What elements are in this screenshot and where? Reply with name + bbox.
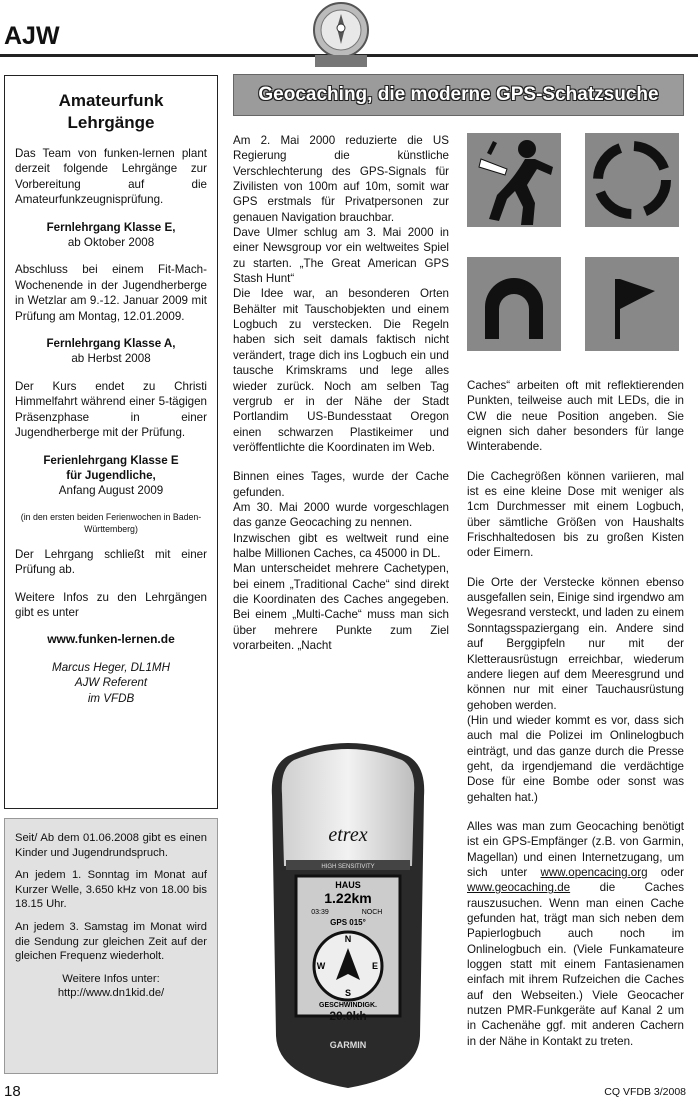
page-number: 18 bbox=[4, 1083, 21, 1100]
article-paragraph: Am 2. Mai 2000 reduzierte die US Regierung die künstliche Verschlechterung des GPS-Signals für Zivilisten von 100m auf 10m, somit war GPS erstmals für Privatpersonen zur genauen Navigation brauchbar. bbox=[233, 134, 449, 224]
broadcast-schedule-1: An jedem 1. Sonntag im Monat auf Kurzer Welle, 3.650 kHz von 18.00 bis 18.15 Uhr. bbox=[15, 869, 207, 911]
compass-s: S bbox=[344, 988, 352, 998]
compass-n: N bbox=[344, 934, 352, 944]
screen-title: HAUS bbox=[335, 880, 361, 890]
course1-date: ab Oktober 2008 bbox=[67, 236, 155, 250]
screen-time: 03:39 bbox=[311, 909, 329, 916]
screen-heading: GPS 015° bbox=[330, 918, 366, 927]
hiker-icon bbox=[467, 133, 561, 227]
course2-text: Der Kurs endet zu Christi Himmelfahrt während einer 5-tägigen Präsenzphase in einer Jugendherberge mit der Prüfung. bbox=[15, 379, 207, 440]
article-paragraph: (Hin und wieder kommt es vor, dass sich auch mal die Polizei im Onlinelogbuch einträgt, und das ganze durch die Presse geht, da irgendjemand die verdächtige Dose für eine Bombe oder sonst was gehalten hat.) bbox=[467, 713, 684, 804]
section-title: AJW bbox=[4, 22, 60, 50]
article-column-2 bbox=[467, 378, 684, 1049]
arch-icon bbox=[467, 257, 561, 351]
broadcast-url-link[interactable]: http://www.dn1kid.de/ bbox=[57, 987, 165, 1000]
text-run: Alles was man zum Geocaching benötigt ist ein GPS-Empfänger (z.B. von Garmin, Magellan) und einen Internetzugang, um sich unter bbox=[467, 819, 684, 879]
article-paragraph: Caches“ arbeiten oft mit reflektierenden Punkten, teilweise auch mit LEDs, die in CW die neue Position angeben. Sie eignen sich daher besonders für lange Winterabende. bbox=[467, 379, 684, 454]
signature-org: im VFDB bbox=[87, 691, 135, 705]
geocaching-link[interactable]: www.geocaching.de bbox=[467, 881, 571, 895]
article-column-1 bbox=[233, 133, 449, 653]
article-paragraph: Die Cachegrößen können variieren, mal ist es eine kleine Dose mit weniger als 1cm Durchmesser mit einem Logbuch, über sämtliche Größen von Haushalts Frischhaltedosen bis zu großen Kisten oder Eimern. bbox=[467, 469, 684, 560]
issue-label: CQ VFDB 3/2008 bbox=[604, 1086, 686, 1098]
article-paragraph: Dave Ulmer schlug am 3. Mai 2000 in einer Newsgroup vor ein weltweites Spiel zu starten. „The Great American GPS Stash Hunt“ bbox=[233, 226, 449, 286]
course3-title-line1: Ferienlehrgang Klasse E bbox=[43, 453, 179, 467]
device-maker: GARMIN bbox=[329, 1040, 367, 1050]
screen-speed-label: GESCHWINDIGK. bbox=[319, 1002, 377, 1009]
article-headline-banner bbox=[233, 74, 684, 116]
article-paragraph: Die Orte der Verstecke können ebenso ausgefallen sein, Einige sind irgendwo am Wegesrand versteckt, und laden zu einem Sonntagsspaziergang ein. Andere sind auf Berggipfeln nur mit der Kletterausrüstugn erreichbar, wiederum andere liegen auf dem Meeresgrund und können nur mit einer Tauchausrüstung gehoben werden. bbox=[467, 575, 684, 712]
signature-name: Marcus Heger, DL1MH bbox=[52, 660, 170, 674]
course1-title: Fernlehrgang Klasse E, bbox=[46, 220, 176, 234]
screen-speed: 20.0kh bbox=[329, 1009, 367, 1023]
more-info-text: Weitere Infos zu den Lehrgängen gibt es unter bbox=[15, 590, 207, 619]
course1-text: Abschluss bei einem Fit-Mach-Wochenende in der Jugendherberge in Wetzlar am 9.-12. Januar 2009 mit Prüfung am Montag, 12.01.2009. bbox=[15, 263, 207, 323]
broadcast-info-box bbox=[4, 818, 218, 1074]
article-paragraph bbox=[467, 819, 684, 1049]
device-band-label: HIGH SENSITIVITY bbox=[321, 864, 375, 870]
article-paragraph: Man unterscheidet mehrere Cachetypen, bei einem „Traditional Cache“ sind direkt die Koordinaten des Caches angegeben. Bei einem „Multi-Cache“ muss man sich über mehrere Punkte zum Ziel vorarbeiten. „Nacht bbox=[233, 562, 449, 652]
course2-date: ab Herbst 2008 bbox=[71, 352, 151, 366]
course3-date: Anfang August 2009 bbox=[58, 484, 164, 498]
club-logo bbox=[311, 0, 371, 70]
signature-role: AJW Referent bbox=[74, 676, 148, 690]
flag-icon bbox=[585, 257, 679, 351]
text-run: die Caches rauszusuchen. Wenn man einen Cache gefunden hat, trägt man sich neben dem Papierlogbuch auch noch im Onlinelogbuch ein. (Viele Funkamateure loggen statt mit einem Fantasienamen einfach mit ihrem Rufzeichen die Caches auf den Webseiten.) Viele Geocacher nutzen PMR-Funkgeräte auf Kanal 2 um in Cachenähe ggf. mit anderen Cachern in der Nähe in Kontakt zu treten. bbox=[467, 881, 684, 1048]
compass-e: E bbox=[371, 961, 379, 971]
article-paragraph: Binnen eines Tages, wurde der Cache gefunden. bbox=[233, 470, 449, 499]
screen-time-label: NOCH bbox=[361, 909, 383, 916]
compass-w: W bbox=[316, 961, 326, 971]
broadcast-intro: Seit/ Ab dem 01.06.2008 gibt es einen Kinder und Jugendrundspruch. bbox=[15, 832, 207, 859]
course-info-box bbox=[4, 75, 218, 809]
course2-title: Fernlehrgang Klasse A, bbox=[46, 337, 176, 351]
broadcast-schedule-2: An jedem 3. Samstag im Monat wird die Sendung zur gleichen Zeit auf der gleichen Frequenz wiederholt. bbox=[15, 920, 207, 963]
article-paragraph: Inzwischen gibt es weltweit rund eine halbe Millionen Caches, ca 45000 in DL. bbox=[233, 531, 449, 560]
course3-title-line2: für Jugendliche, bbox=[66, 468, 156, 482]
cache-type-icons bbox=[467, 133, 684, 369]
screen-distance: 1.22km bbox=[324, 890, 372, 906]
text-run: oder bbox=[660, 865, 684, 879]
article-paragraph: Am 30. Mai 2000 wurde vorgeschlagen das ganze Geocaching zu nennen. bbox=[233, 500, 449, 530]
device-brand: etrex bbox=[328, 824, 368, 846]
article-title: Geocaching, die moderne GPS-Schatzsuche bbox=[258, 84, 659, 105]
opencaching-link[interactable]: www.opencacing.org bbox=[540, 865, 648, 879]
compass-circle-icon bbox=[585, 133, 679, 227]
course3-note: (in den ersten beiden Ferienwochen in Baden-Württemberg) bbox=[20, 511, 202, 534]
course-intro: Das Team von funken-lernen plant derzeit folgende Lehrgänge zur Vorbereitung auf die Amateurfunkzeugnisprüfung. bbox=[15, 147, 207, 207]
course3-text: Der Lehrgang schließt mit einer Prüfung ab. bbox=[15, 547, 207, 577]
course-url-link[interactable]: www.funken-lernen.de bbox=[47, 632, 175, 647]
garmin-etrex-device bbox=[248, 736, 448, 1091]
broadcast-more-info: Weitere Infos unter: bbox=[62, 972, 160, 985]
course-box-title: Amateurfunk Lehrgänge bbox=[58, 91, 164, 132]
article-paragraph: Die Idee war, an besonderen Orten Behälter mit Tauschobjekten und einem Logbuch zu verstecken. Die Regeln haben sich seit damals faktisch nicht verändert, trage dich ins Logbuch ein und tausche Krimskrams und lege alles wieder zurück. Noch am selben Tag vergrub er in der Nähe der Stadt Portlandim US-Bundesstaat Oregon einen schwarzen Plastikeimer und veröffentlichte die Koordinaten im Web. bbox=[233, 287, 449, 454]
